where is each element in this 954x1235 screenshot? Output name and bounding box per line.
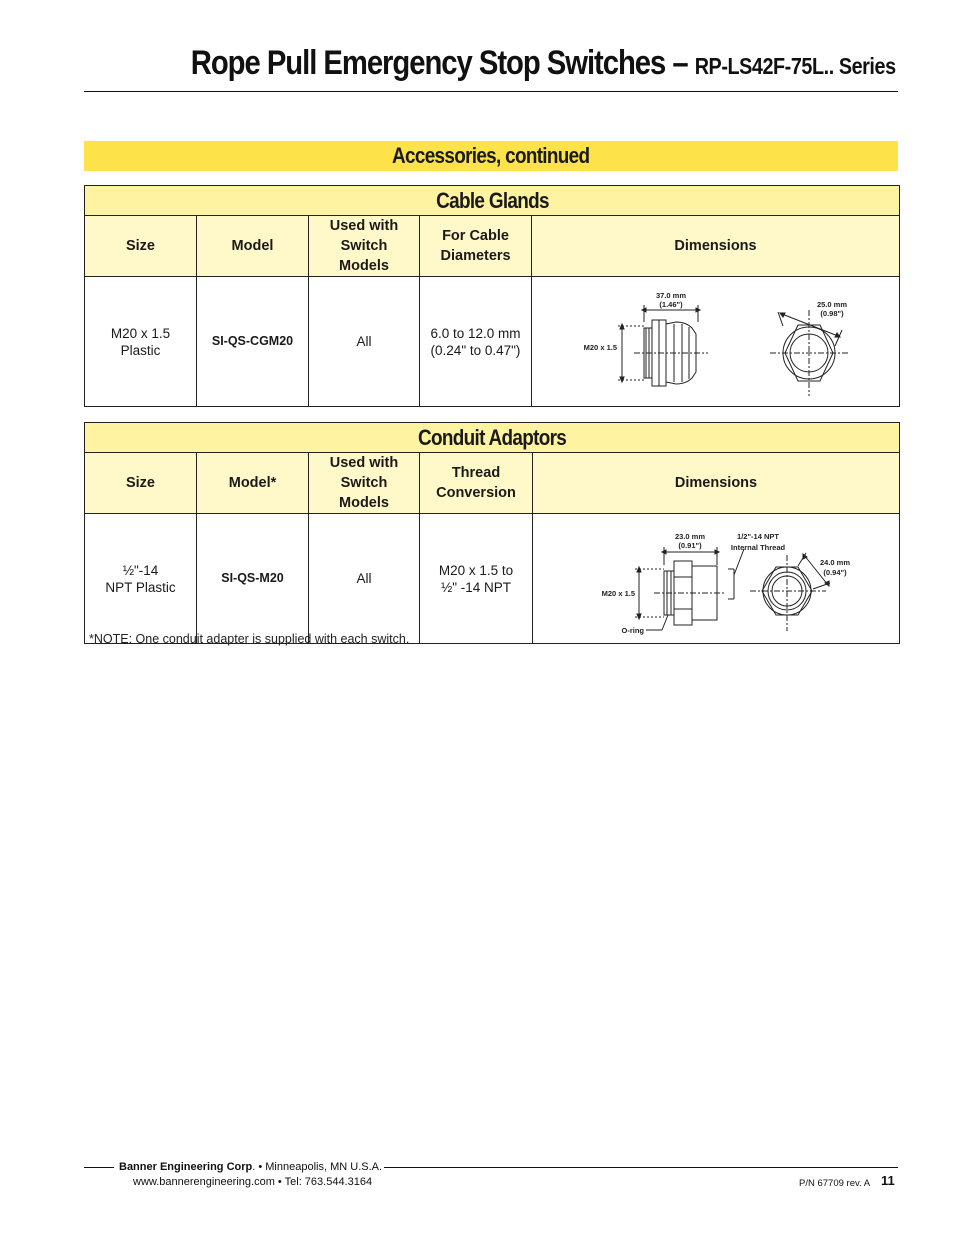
adaptor-npt-label: 1/2"-14 NPT [737,531,779,541]
adaptor-npt-sublabel: Internal Thread [730,542,786,552]
title-rule [84,91,898,92]
cell-used-with: All [309,514,420,644]
cable-glands-title: Cable Glands [85,186,900,216]
cell-size: ½"-14 NPT Plastic [85,514,197,644]
page-number: 11 [881,1173,895,1188]
part-number: P/N 67709 rev. A [799,1178,871,1189]
cable-glands-title-row [85,186,900,216]
footer-company [119,1161,382,1173]
col-cable-diameters: For Cable Diameters [420,216,532,277]
page-title [191,44,896,83]
cable-glands-table [84,185,900,407]
col-model: Model* [197,453,309,514]
section-heading: Accessories, continued [84,141,898,171]
conduit-adaptors-title-row [85,423,900,453]
col-used-with: Used with Switch Models [309,453,420,514]
col-used-with: Used with Switch Models [309,216,420,277]
footer-rule-left [84,1167,114,1168]
gland-side-view [618,305,708,386]
cell-cable-diameters: 6.0 to 12.0 mm (0.24" to 0.47") [420,277,532,407]
col-thread-conversion: Thread Conversion [420,453,533,514]
cell-model: SI-QS-M20 [197,514,309,644]
footer-contact: www.bannerengineering.com • Tel: 763.544.3164 [133,1176,373,1188]
col-size: Size [85,216,197,277]
adaptor-side-view [635,547,744,630]
cable-glands-header-row [85,216,900,277]
footer-rule-right [384,1167,898,1168]
gland-length-mm: 37.0 mm [655,290,686,300]
gland-flats-in: (0.98") [819,308,844,318]
adaptor-flats-in: (0.94") [823,567,847,577]
gland-end-view [770,310,848,396]
cell-dimensions [533,514,900,644]
table-row [85,277,900,407]
conduit-adaptors-table [84,422,900,644]
page-title-series: RP-LS42F-75L.. Series [695,53,896,79]
cell-dimensions [532,277,900,407]
page-title-main: Rope Pull Emergency Stop Switches – [191,44,688,82]
gland-length-in: (1.46") [658,299,683,309]
col-size: Size [85,453,197,514]
adaptor-length-in: (0.91") [678,540,702,550]
cell-used-with: All [309,277,420,407]
conduit-adaptors-header-row [85,453,900,514]
adaptor-flats-mm: 24.0 mm [819,557,851,567]
cell-thread-conversion: M20 x 1.5 to ½" -14 NPT [420,514,533,644]
col-dimensions: Dimensions [533,453,900,514]
adaptor-length-mm: 23.0 mm [674,531,706,541]
table-row [85,514,900,644]
gland-thread-label: M20 x 1.5 [583,342,617,352]
adaptor-end-view [750,553,830,631]
adaptor-thread-label: M20 x 1.5 [601,588,635,598]
company-name: Banner Engineering Corp [119,1161,253,1173]
gland-flats-mm: 25.0 mm [816,299,847,309]
oring-label: O-ring [621,625,644,635]
conduit-adaptors-title: Conduit Adaptors [85,423,900,453]
col-model: Model [197,216,309,277]
cable-gland-drawing [536,282,896,402]
company-location: . • Minneapolis, MN U.S.A. [252,1161,383,1173]
cell-model: SI-QS-CGM20 [197,277,309,407]
col-dimensions: Dimensions [532,216,900,277]
conduit-adaptor-drawing [536,517,896,641]
footnote: *NOTE: One conduit adapter is supplied with each switch. [89,632,410,646]
cell-size: M20 x 1.5 Plastic [85,277,197,407]
